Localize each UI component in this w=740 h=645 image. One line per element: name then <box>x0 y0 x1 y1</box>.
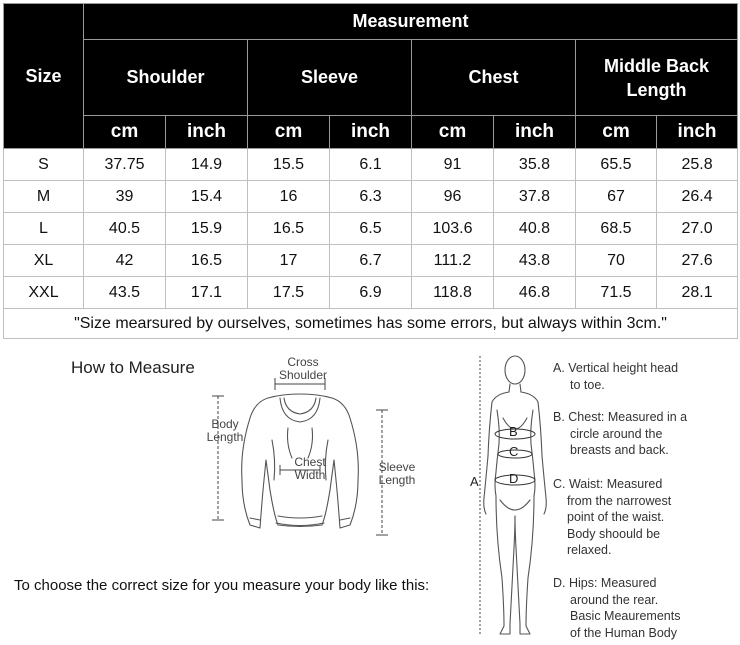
label-line: Sleeve <box>378 460 416 474</box>
table-cell: 27.0 <box>657 213 738 245</box>
instruction-line: of the Human Body <box>570 625 678 640</box>
table-cell: 37.75 <box>84 149 166 181</box>
table-cell: 6.9 <box>330 277 412 309</box>
table-cell: 71.5 <box>576 277 657 309</box>
table-cell: 26.4 <box>657 181 738 213</box>
table-cell: 43.5 <box>84 277 166 309</box>
label-line: Shoulder <box>278 368 328 382</box>
instruction-line: Body shoould be <box>567 526 661 541</box>
instruction-line: B. Chest: Measured in a <box>553 410 688 424</box>
instruction-line: around the rear. <box>570 592 659 607</box>
body-letter-a: A <box>470 474 479 489</box>
table-cell: 37.8 <box>494 181 576 213</box>
instruction-line: from the narrowest <box>567 493 672 508</box>
table-cell: 27.6 <box>657 245 738 277</box>
group-header-chest: Chest <box>412 40 576 116</box>
table-cell: 68.5 <box>576 213 657 245</box>
group-header-sleeve: Sleeve <box>248 40 412 116</box>
unit-header: cm <box>248 116 330 149</box>
instruction-line: relaxed. <box>567 543 612 557</box>
table-cell: 67 <box>576 181 657 213</box>
unit-header: cm <box>412 116 494 149</box>
label-line: Length <box>206 430 244 444</box>
body-letter-d: D <box>509 471 519 486</box>
table-cell: 15.5 <box>248 149 330 181</box>
unit-header: inch <box>494 116 576 149</box>
unit-header: inch <box>330 116 412 149</box>
table-row <box>4 181 738 213</box>
body-length-label <box>200 418 250 444</box>
instruction-line: to toe. <box>570 377 605 392</box>
unit-header: cm <box>84 116 166 149</box>
instruction-a <box>553 360 678 393</box>
table-row <box>4 149 738 181</box>
table-cell: 16 <box>248 181 330 213</box>
unit-header: inch <box>166 116 248 149</box>
table-cell: 15.9 <box>166 213 248 245</box>
chest-width-label <box>285 456 335 482</box>
unit-header: inch <box>657 116 738 149</box>
table-cell: 103.6 <box>412 213 494 245</box>
how-to-measure-title: How to Measure <box>71 358 195 377</box>
label-line: Width <box>294 468 326 482</box>
label-line: Chest <box>294 455 326 469</box>
unit-header: cm <box>576 116 657 149</box>
table-row <box>4 245 738 277</box>
instruction-c <box>553 476 671 559</box>
table-cell: 43.8 <box>494 245 576 277</box>
size-cell: S <box>4 149 84 181</box>
table-cell: 118.8 <box>412 277 494 309</box>
instruction-line: breasts and back. <box>570 443 669 457</box>
table-cell: 14.9 <box>166 149 248 181</box>
instruction-d <box>553 575 680 641</box>
label-line: Length <box>378 473 416 487</box>
measurement-header: Measurement <box>84 4 738 40</box>
choose-size-instruction: To choose the correct size for you measure your body like this: <box>14 577 430 594</box>
size-cell: L <box>4 213 84 245</box>
table-cell: 6.5 <box>330 213 412 245</box>
table-cell: 17 <box>248 245 330 277</box>
instruction-line: circle around the <box>570 426 663 441</box>
sleeve-length-label <box>372 461 422 487</box>
table-cell: 111.2 <box>412 245 494 277</box>
body-letter-b: B <box>509 424 518 439</box>
table-cell: 15.4 <box>166 181 248 213</box>
table-cell: 96 <box>412 181 494 213</box>
instruction-line: D. Hips: Measured <box>553 576 657 590</box>
table-cell: 28.1 <box>657 277 738 309</box>
group-header-shoulder: Shoulder <box>84 40 248 116</box>
size-header: Size <box>4 4 84 149</box>
table-cell: 25.8 <box>657 149 738 181</box>
table-cell: 40.5 <box>84 213 166 245</box>
table-row <box>4 277 738 309</box>
how-to-measure-section <box>0 340 740 645</box>
table-cell: 6.3 <box>330 181 412 213</box>
size-cell: M <box>4 181 84 213</box>
table-cell: 42 <box>84 245 166 277</box>
table-cell: 6.1 <box>330 149 412 181</box>
table-row <box>4 213 738 245</box>
table-cell: 17.1 <box>166 277 248 309</box>
table-cell: 46.8 <box>494 277 576 309</box>
instruction-b <box>553 409 687 459</box>
body-diagram <box>470 348 560 643</box>
table-cell: 39 <box>84 181 166 213</box>
table-cell: 35.8 <box>494 149 576 181</box>
instruction-line: A. Vertical height head <box>553 361 679 375</box>
cross-shoulder-label <box>278 356 328 382</box>
table-cell: 6.7 <box>330 245 412 277</box>
table-cell: 40.8 <box>494 213 576 245</box>
body-letter-c: C <box>509 444 519 459</box>
table-cell: 70 <box>576 245 657 277</box>
instruction-line: Basic Meaurements <box>570 609 681 623</box>
size-chart-table <box>3 3 738 339</box>
table-cell: 91 <box>412 149 494 181</box>
size-cell: XL <box>4 245 84 277</box>
instruction-line: point of the waist. <box>567 510 665 524</box>
table-cell: 65.5 <box>576 149 657 181</box>
group-header-middle-back-length: Middle Back Length <box>576 40 738 116</box>
table-cell: 17.5 <box>248 277 330 309</box>
table-cell: 16.5 <box>166 245 248 277</box>
label-line: Body <box>211 417 239 431</box>
label-line: Cross <box>287 355 319 369</box>
size-cell: XXL <box>4 277 84 309</box>
instruction-line: C. Waist: Measured <box>553 477 663 491</box>
table-cell: 16.5 <box>248 213 330 245</box>
measurement-note: "Size mearsured by ourselves, sometimes has some errors, but always within 3cm." <box>4 309 738 339</box>
